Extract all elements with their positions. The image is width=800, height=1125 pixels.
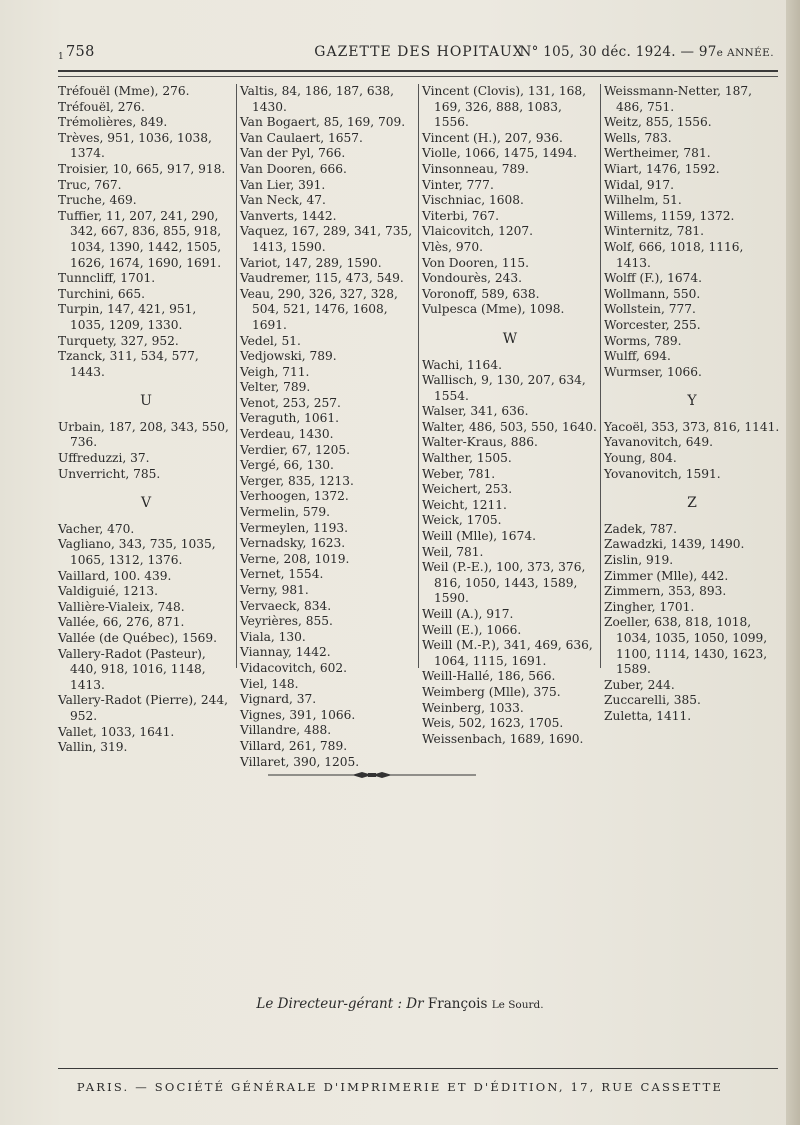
index-entry: Weill-Hallé, 186, 566. xyxy=(422,669,556,684)
index-entry: Wollmann, 550. xyxy=(604,286,701,301)
index-entry: Verhoogen, 1372. xyxy=(240,489,349,504)
section-letter: Z xyxy=(687,495,697,512)
index-entry: Zawadzki, 1439, 1490. xyxy=(604,537,745,552)
index-entry: Vinter, 777. xyxy=(422,177,494,192)
index-entry: Weissmann-Netter, 187, 486, 751. xyxy=(604,84,753,114)
index-columns xyxy=(58,84,780,769)
section-letter: W xyxy=(502,330,518,347)
index-entry: Vaillard, 100. 439. xyxy=(58,568,172,583)
issue-date: N° 105, 30 déc. 1924. — 97 xyxy=(519,44,717,60)
index-entry: Wallisch, 9, 130, 207, 634, 1554. xyxy=(422,373,586,403)
index-entry: Villandre, 488. xyxy=(240,723,332,738)
index-entry: Veyrières, 855. xyxy=(240,614,333,629)
index-entry: Tunncliff, 1701. xyxy=(58,271,156,286)
index-entry: Verdeau, 1430. xyxy=(240,427,334,442)
index-entry: Vignes, 391, 1066. xyxy=(240,707,356,722)
credit-name-first: François xyxy=(427,996,488,1012)
index-entry: Truche, 469. xyxy=(58,193,137,208)
index-column-2 xyxy=(240,84,416,770)
section-letter: Y xyxy=(687,393,697,410)
index-entry: Vallée, 66, 276, 871. xyxy=(58,615,185,630)
index-column-1 xyxy=(58,84,234,756)
index-entry: Veigh, 711. xyxy=(240,364,310,379)
index-entry: Yavanovitch, 649. xyxy=(604,435,713,450)
index-entry: Weill (E.), 1066. xyxy=(422,622,522,637)
index-entry: Tzanck, 311, 534, 577, 1443. xyxy=(58,349,199,379)
index-entry: Turpin, 147, 421, 951, 1035, 1209, 1330. xyxy=(58,302,197,332)
index-entry: Zuletta, 1411. xyxy=(604,708,692,723)
index-entry: Vallery-Radot (Pasteur), 440, 918, 1016, 1148, 1413. xyxy=(58,646,206,692)
index-entry: Veraguth, 1061. xyxy=(240,411,340,426)
index-entry: Van Dooren, 666. xyxy=(240,161,347,176)
index-entry: Tuffier, 11, 207, 241, 290, 342, 667, 836, 855, 918, 1034, 1390, 1442, 1505, 1626, 1674, 1690, 1691. xyxy=(58,208,222,270)
index-entry: Weicht, 1211. xyxy=(422,497,507,512)
index-entry: Vondourès, 243. xyxy=(422,271,523,286)
index-entry: Valdiguié, 1213. xyxy=(58,584,158,599)
index-entry: Uffreduzzi, 37. xyxy=(58,451,150,466)
index-entry: Weimberg (Mlle), 375. xyxy=(422,684,561,699)
index-entry: Vallière-Vialeix, 748. xyxy=(58,599,185,614)
index-entry: Van Lier, 391. xyxy=(240,177,326,192)
index-entry: Vlaicovitch, 1207. xyxy=(422,224,534,239)
index-entry: Walser, 341, 636. xyxy=(422,404,529,419)
index-entry: Vincent (H.), 207, 936. xyxy=(422,130,563,145)
index-entry: Unverricht, 785. xyxy=(58,466,161,481)
index-entry: Verne, 208, 1019. xyxy=(240,551,350,566)
page-number-prefix: 1 xyxy=(58,52,65,62)
page-number-value: 758 xyxy=(66,44,95,60)
index-entry: Urbain, 187, 208, 343, 550, 736. xyxy=(58,419,229,450)
index-entry: Weill (M.-P.), 341, 469, 636, 1064, 1115, 1691. xyxy=(422,638,593,668)
index-entry: Zoeller, 638, 818, 1018, 1034, 1035, 1050, 1099, 1100, 1114, 1430, 1623, 1589. xyxy=(604,615,768,677)
issue-year: e ANNÉE. xyxy=(716,47,774,59)
index-entry: Vervaeck, 834. xyxy=(240,598,332,613)
index-entry: Wurmser, 1066. xyxy=(604,364,702,379)
credit-name-last: Le Sourd. xyxy=(491,999,544,1011)
index-entry: Villaret, 390, 1205. xyxy=(240,754,360,769)
index-entry: Young, 804. xyxy=(604,451,677,466)
index-entry: Van Caulaert, 1657. xyxy=(240,130,363,145)
index-entry: Vallée (de Québec), 1569. xyxy=(58,631,217,645)
index-entry: Trémolières, 849. xyxy=(58,115,168,130)
index-entry: Viannay, 1442. xyxy=(240,645,331,660)
index-entry: Vidacovitch, 602. xyxy=(240,660,347,675)
page-header xyxy=(58,42,780,66)
index-entry: Vermeylen, 1193. xyxy=(240,520,348,535)
index-entry: Tréfouël (Mme), 276. xyxy=(58,84,190,98)
index-entry: Vallin, 319. xyxy=(58,740,128,755)
index-entry: Verny, 981. xyxy=(240,583,309,597)
index-entry: Venot, 253, 257. xyxy=(240,395,341,410)
index-entry: Yacoël, 353, 373, 816, 1141. xyxy=(604,419,780,434)
index-entry: Wollstein, 777. xyxy=(604,302,696,317)
index-entry: Zuccarelli, 385. xyxy=(604,693,701,708)
header-rule-thick xyxy=(58,70,778,72)
index-entry: Trèves, 951, 1036, 1038, 1374. xyxy=(58,130,212,161)
index-entry: Vignard, 37. xyxy=(240,692,317,707)
index-entry: Walter, 486, 503, 550, 1640. xyxy=(422,419,597,434)
index-entry: Worms, 789. xyxy=(604,333,682,348)
index-entry: Wells, 783. xyxy=(604,130,672,145)
index-entry: Weil, 781. xyxy=(422,544,484,559)
index-entry: Von Dooren, 115. xyxy=(422,255,529,270)
index-entry: Velter, 789. xyxy=(240,380,311,395)
index-entry: Weinberg, 1033. xyxy=(422,700,524,715)
section-letter: U xyxy=(140,393,152,410)
index-entry: Weil (P.-E.), 100, 373, 376, 816, 1050, 1443, 1589, 1590. xyxy=(422,560,586,606)
index-column-3 xyxy=(422,84,598,747)
index-entry: Vergé, 66, 130. xyxy=(240,458,334,473)
header-rule-thin xyxy=(58,76,778,77)
index-entry: Vallet, 1033, 1641. xyxy=(58,724,175,739)
index-entry: Viala, 130. xyxy=(240,629,306,644)
index-entry: Wilhelm, 51. xyxy=(604,193,682,208)
page-spine-shadow xyxy=(786,0,800,1125)
index-entry: Verger, 835, 1213. xyxy=(240,473,354,488)
director-credit xyxy=(0,996,800,1012)
index-entry: Winternitz, 781. xyxy=(604,224,704,239)
index-column-4 xyxy=(604,84,780,725)
index-entry: Zuber, 244. xyxy=(604,677,675,692)
index-entry: Vincent (Clovis), 131, 168, 169, 326, 888, 1083, 1556. xyxy=(422,84,586,130)
index-entry: Yovanovitch, 1591. xyxy=(604,466,721,481)
index-entry: Wiart, 1476, 1592. xyxy=(604,161,720,176)
credit-label: Le Directeur-gérant : Dr xyxy=(256,996,424,1012)
index-entry: Wolff (F.), 1674. xyxy=(604,271,703,286)
index-entry: Vischniac, 1608. xyxy=(422,193,524,208)
index-entry: Variot, 147, 289, 1590. xyxy=(240,255,382,270)
index-entry: Vaquez, 167, 289, 341, 735, 1413, 1590. xyxy=(240,224,413,254)
index-entry: Weitz, 855, 1556. xyxy=(604,115,712,130)
index-entry: Weichert, 253. xyxy=(422,482,513,497)
index-entry: Vulpesca (Mme), 1098. xyxy=(422,302,565,317)
index-entry: Walther, 1505. xyxy=(422,451,512,466)
index-entry: Van der Pyl, 766. xyxy=(240,146,346,161)
index-entry: Vermelin, 579. xyxy=(240,505,331,520)
index-entry: Weber, 781. xyxy=(422,466,496,481)
index-entry: Weill (Mlle), 1674. xyxy=(422,529,536,544)
index-entry: Wertheimer, 781. xyxy=(604,146,711,161)
printer-imprint: PARIS. — SOCIÉTÉ GÉNÉRALE D'IMPRIMERIE ET D'ÉDITION, 17, RUE CASSETTE xyxy=(76,1080,724,1094)
index-entry: Viel, 148. xyxy=(240,676,299,691)
index-entry: Turchini, 665. xyxy=(58,286,146,301)
index-entry: Vanverts, 1442. xyxy=(240,208,337,223)
index-entry: Weick, 1705. xyxy=(422,513,502,528)
index-entry: Vallery-Radot (Pierre), 244, 952. xyxy=(58,693,228,723)
index-entry: Willems, 1159, 1372. xyxy=(604,208,735,223)
index-entry: Violle, 1066, 1475, 1494. xyxy=(422,146,577,161)
index-entry: Vedel, 51. xyxy=(240,333,301,348)
index-entry: Weis, 502, 1623, 1705. xyxy=(422,716,564,731)
journal-title: GAZETTE DES HOPITAUX xyxy=(314,44,524,60)
index-entry: Viterbi, 767. xyxy=(422,208,500,223)
index-entry: Zingher, 1701. xyxy=(604,599,695,614)
index-entry: Zimmern, 353, 893. xyxy=(604,584,727,599)
index-entry: Zadek, 787. xyxy=(604,521,678,536)
index-entry: Walter-Kraus, 886. xyxy=(422,435,538,450)
index-entry: Villard, 261, 789. xyxy=(240,738,348,753)
index-entry: Truc, 767. xyxy=(58,177,122,192)
index-entry: Van Neck, 47. xyxy=(240,193,326,208)
index-entry: Vagliano, 343, 735, 1035, 1065, 1312, 1376. xyxy=(58,537,216,568)
end-ornament-icon xyxy=(268,770,476,780)
index-entry: Weill (A.), 917. xyxy=(422,607,514,621)
index-entry: Worcester, 255. xyxy=(604,317,701,332)
index-entry: Wulff, 694. xyxy=(604,349,671,364)
index-entry: Wachi, 1164. xyxy=(422,357,502,372)
index-entry: Wolf, 666, 1018, 1116, 1413. xyxy=(604,239,744,270)
footer-rule xyxy=(58,1068,778,1069)
index-entry: Vernet, 1554. xyxy=(240,567,324,582)
index-entry: Zislin, 919. xyxy=(604,553,674,568)
index-entry: Van Bogaert, 85, 169, 709. xyxy=(240,115,406,130)
issue-info xyxy=(519,44,774,60)
index-entry: Vinsonneau, 789. xyxy=(422,161,529,176)
index-entry: Troisier, 10, 665, 917, 918. xyxy=(58,161,226,176)
index-entry: Vlès, 970. xyxy=(422,239,484,254)
index-entry: Widal, 917. xyxy=(604,177,675,192)
index-entry: Tréfouël, 276. xyxy=(58,99,145,114)
index-entry: Voronoff, 589, 638. xyxy=(422,286,540,301)
index-entry: Vaudremer, 115, 473, 549. xyxy=(240,271,404,286)
index-entry: Vernadsky, 1623. xyxy=(240,536,346,551)
index-entry: Vedjowski, 789. xyxy=(240,349,337,364)
index-entry: Zimmer (Mlle), 442. xyxy=(604,568,729,583)
index-entry: Valtis, 84, 186, 187, 638, 1430. xyxy=(240,84,395,114)
index-entry: Turquety, 327, 952. xyxy=(58,333,179,348)
index-entry: Veau, 290, 326, 327, 328, 504, 521, 1476, 1608, 1691. xyxy=(240,286,398,332)
index-entry: Weissenbach, 1689, 1690. xyxy=(422,731,584,746)
index-entry: Vacher, 470. xyxy=(58,521,135,536)
section-letter: V xyxy=(140,495,152,512)
index-entry: Verdier, 67, 1205. xyxy=(240,442,351,457)
